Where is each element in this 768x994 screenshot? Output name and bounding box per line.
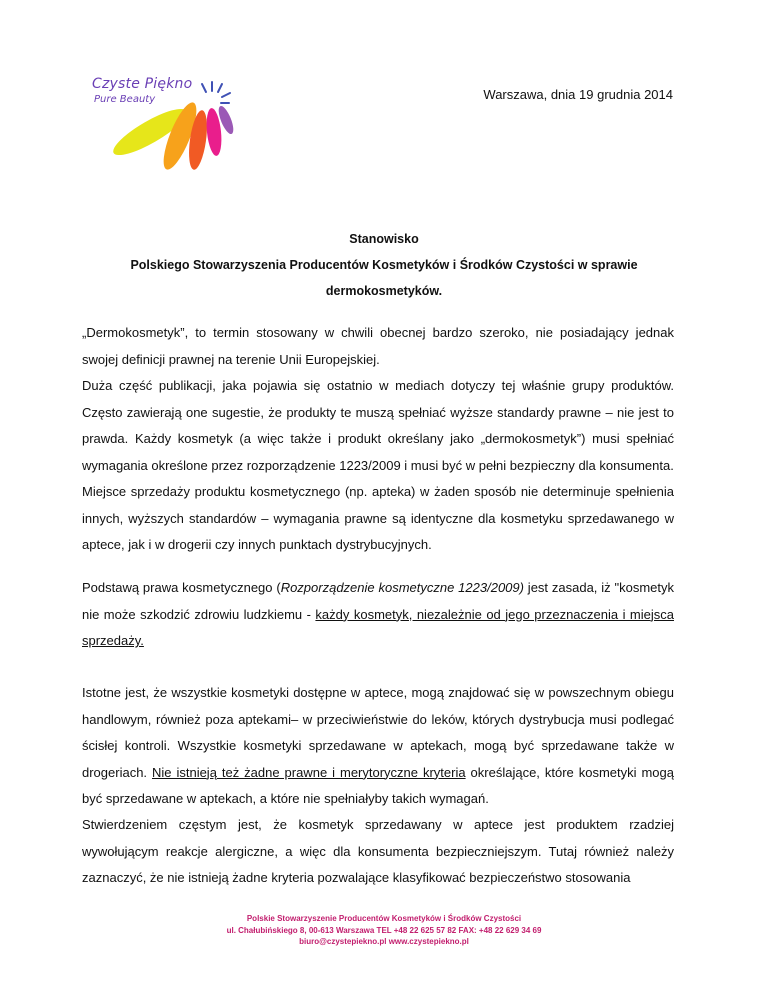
paragraph-6: Stwierdzeniem częstym jest, że kosmetyk sprzedawany w aptece jest produktem rzadziej wywołującym reakcje alergiczne, a więc dla konsumenta bezpieczniejszym. Tutaj również należy zaznaczyć, że nie istnieją żadne kryteria pozwalające klasyfikować bezpieczeństwo stosowania	[82, 817, 674, 885]
body-section-1	[82, 320, 674, 559]
paragraph-4	[82, 575, 674, 655]
paragraph-2: Duża część publikacji, jaka pojawia się ostatnio w mediach dotyczy tej właśnie grupy produktów. Często zawierają one sugestie, że produkty te muszą spełniać wyższe standardy prawne – nie jest to prawda. Każdy kosmetyk (a więc także i produkt określany jako „dermokosmetyk”) musi spełniać wymagania określone przez rozporządzenie 1223/2009 i musi być w pełni bezpieczny dla konsumenta.	[82, 378, 674, 473]
paragraph-5	[82, 680, 674, 813]
paragraph-4-emphasis: każdy kosmetyk, niezależnie od jego przeznaczenia i miejsca sprzedaży.	[82, 606, 674, 648]
logo-subtitle: Pure Beauty	[94, 94, 156, 105]
paragraph-5-text-a: Istotne jest, że wszystkie kosmetyki dostępne w aptece, mogą znajdować się w powszechnym obiegu handlowym, również poza aptekami– w przeciwieństwie do leków, których dystrybucja musi podlegać ścisłej kontroli. Wszystkie kosmetyki sprzedawane w aptekach, mogą być sprzedawane także w drogeriach.	[82, 685, 674, 780]
footer-contact: biuro@czystepiekno.pl www.czystepiekno.pl	[299, 937, 469, 946]
paragraph-1: „Dermokosmetyk”, to termin stosowany w chwili obecnej bardzo szeroko, nie posiadający jednak swojej definicji prawnej na terenie Unii Europejskiej.	[82, 325, 674, 367]
paragraph-4-regulation: Rozporządzenie kosmetyczne 1223/2009)	[280, 580, 524, 595]
document-subtitle: Polskiego Stowarzyszenia Producentów Kosmetyków i Środków Czystości w sprawie	[130, 258, 638, 272]
paragraph-3: Miejsce sprzedaży produktu kosmetycznego (np. apteka) w żaden sposób nie determinuje spełnienia innych, wyższych standardów – wymagania prawne są identyczne dla kosmetyku sprzedawanego w aptece, jak i w drogerii czy innych punktach dystrybucyjnych.	[82, 484, 674, 552]
document-subtitle-end: dermokosmetyków.	[325, 284, 443, 298]
logo-title: Czyste Piękno	[92, 76, 193, 92]
paragraph-4-text-a: Podstawą prawa kosmetycznego (	[82, 580, 281, 595]
document-date: Warszawa, dnia 19 grudnia 2014	[483, 87, 673, 102]
paragraph-5-emphasis: Nie istnieją też żadne prawne i merytoryczne kryteria	[152, 764, 466, 780]
footer-organization: Polskie Stowarzyszenie Producentów Kosmetyków i Środków Czystości	[246, 914, 522, 923]
footer	[0, 913, 768, 948]
body-section-2	[82, 575, 674, 655]
document-title: Stanowisko	[349, 232, 419, 246]
footer-address: ul. Chałubińskiego 8, 00-613 Warszawa TEL +48 22 625 57 82 FAX: +48 22 629 34 69	[226, 925, 542, 935]
body-section-4	[82, 812, 674, 892]
paragraph-4-text-b: jest zasada, iż "kosmetyk nie może szkodzić zdrowiu ludzkiemu -	[82, 580, 675, 622]
logo	[88, 72, 288, 177]
ray-marks	[202, 82, 230, 103]
body-section-3	[82, 680, 674, 813]
paragraph-5-text-b: określające, które kosmetyki mogą być sprzedawane w aptekach, a które nie spełniałyby takich wymagań.	[82, 764, 674, 806]
